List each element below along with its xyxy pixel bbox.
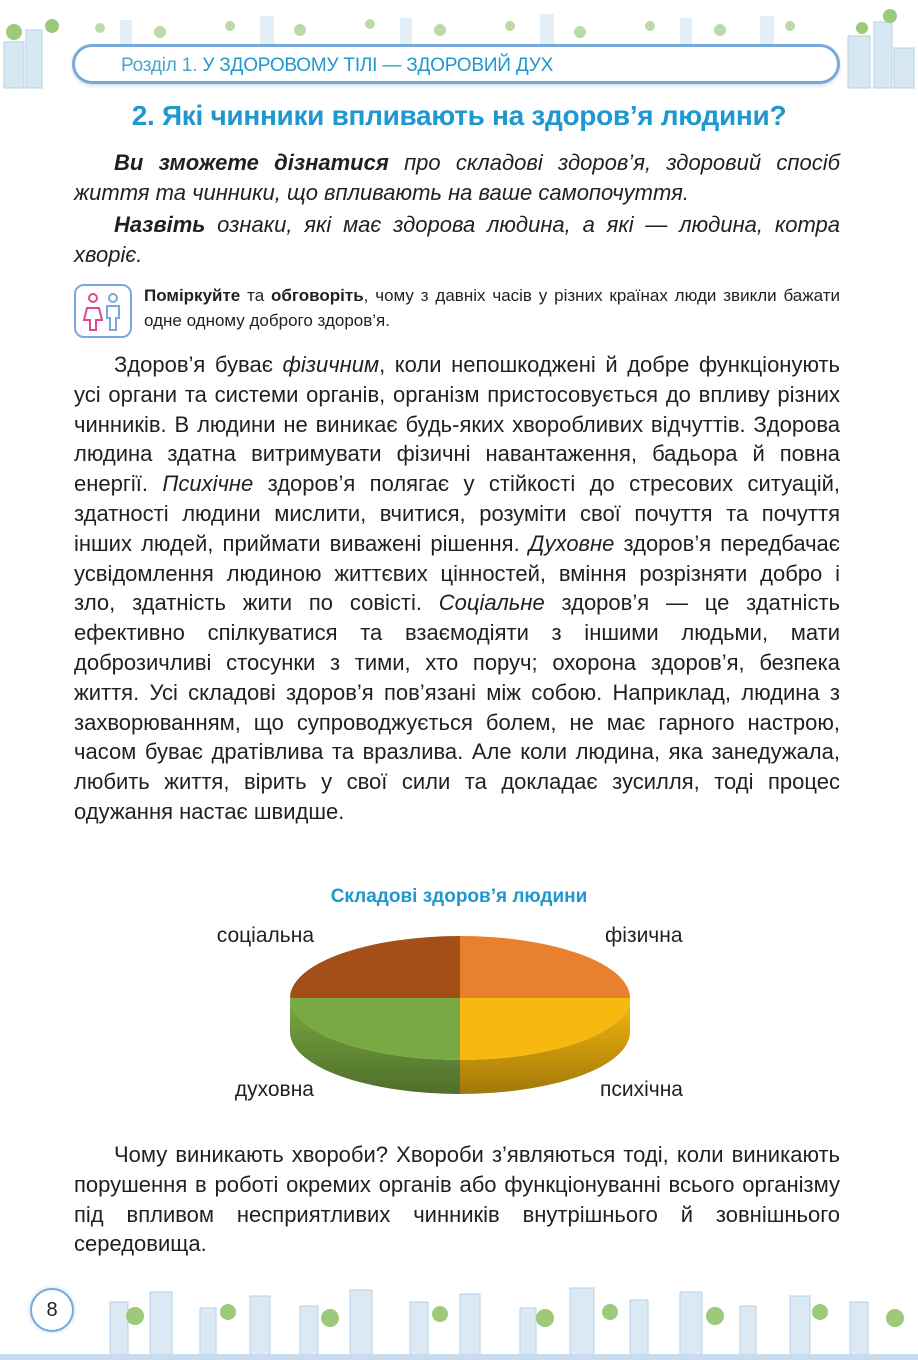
intro-text-1: про складові здоров’я, здоровий спосіб життя та чинники, що впливають на ваше самопочуття.: [74, 150, 840, 205]
chart-title: Складові здоров’я людини: [330, 886, 588, 907]
term-physical: фізичним: [282, 352, 380, 377]
hint-text-1: та: [240, 286, 272, 305]
body-paragraph: [74, 350, 840, 827]
body-span-3: здоров’я полягає у стійкості до стресових ситуацій, здатності людини мислити, вчитися, розуміти свої почуття та почуття інших людей, приймати виважені рішення.: [74, 471, 840, 556]
page-number: 8: [30, 1288, 74, 1332]
body-span-5: здоров’я — це здатність ефективно спілкуватися та взаємодіяти з іншими людьми, мати доброзичливі стосунки з тими, хто поруч; охорона здоров’я, безпека життя. Усі складові здоров’я пов’язані між собою. Наприклад, людина з захворюванням, що супроводжується болем, не має гарного настрою, часом буває дратівлива та вразлива. Але коли людина, яка занедужала, любить життя, вірить у свої сили та докладає зусилля, тоді процес одужання настає швидше.: [74, 590, 840, 824]
intro-bold-2: Назвіть: [114, 212, 206, 237]
term-social: Соціальне: [438, 590, 545, 616]
term-spiritual: Духовне: [528, 530, 615, 556]
intro-bold-1: Ви зможете дізнатися: [114, 150, 389, 175]
bottom-decorative-cityscape: [0, 1272, 918, 1360]
section-header-band: [72, 44, 840, 84]
section-header-prefix: Розділ 1.: [121, 55, 198, 76]
intro-paragraph-1: [74, 148, 840, 208]
section-header-title: У ЗДОРОВОМУ ТІЛІ — ЗДОРОВИЙ ДУХ: [202, 55, 554, 76]
section-header: [121, 54, 553, 78]
pie-label-1: психічна: [600, 1078, 683, 1101]
hint-text-2: , чому з давніх часів у різних країнах люди звикли бажати одне одному доброго здоров’я.: [144, 286, 840, 330]
pie-label-2: духовна: [234, 1078, 314, 1101]
hint-bold-1: Поміркуйте: [144, 286, 241, 305]
body-span-4: здоров’я передбачає усвідомлення людиною життєвих цінностей, вміння розрізняти добро і зло, здатність жити по совісті.: [74, 530, 840, 616]
health-components-pie-chart: [190, 912, 730, 1128]
pie-slice-соціальна: [290, 936, 460, 998]
intro-paragraph-2: [74, 210, 840, 270]
pie-label-3: соціальна: [216, 924, 314, 947]
page-title: 2. Які чинники впливають на здоров’я людини?: [131, 100, 787, 131]
body-span-1: Здоров’я буває: [114, 352, 283, 377]
closing-paragraph: Чому виникають хвороби? Хвороби з’являються тоді, коли виникають порушення в роботі окремих органів або функціонуванні всього організму під впливом несприятливих чинників внутрішнього й зовнішнього середовища.: [74, 1142, 840, 1257]
body-span-2: , коли непошкоджені й добре функціонують усі органи та системи органів, організм пристосовується до впливу різних чинників. В людини не виникає будь-яких хворобливих відчуттів. Здорова людина здатна витримувати фізичні навантаження, бадьора й повна енергії.: [74, 352, 841, 497]
discussion-prompt: [144, 283, 840, 333]
term-mental: Психічне: [162, 471, 254, 497]
hint-bold-2: обговоріть: [271, 286, 364, 305]
people-discussion-icon: [74, 284, 132, 338]
pie-label-0: фізична: [605, 924, 683, 947]
intro-text-2: ознаки, які має здорова людина, а які — людина, котра хворіє.: [74, 212, 840, 267]
